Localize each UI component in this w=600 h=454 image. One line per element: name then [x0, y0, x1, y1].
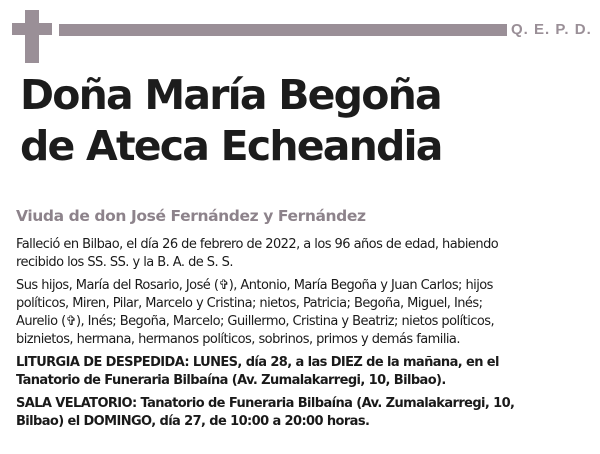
text-line: SALA VELATORIO: Tanatorio de Funeraria Bilbaína (Av. Zumalakarregi, 10,	[16, 396, 515, 411]
text-line: recibido los SS. SS. y la B. A. de S. S.	[16, 255, 233, 270]
text-line: Bilbao) el DOMINGO, día 27, de 10:00 a 20:00 horas.	[16, 414, 370, 429]
wake-room-info	[16, 395, 586, 431]
text-line: Falleció en Bilbao, el día 26 de febrero de 2022, a los 96 años de edad, habiendo	[16, 237, 499, 252]
header-divider-bar	[59, 24, 507, 36]
obituary-body	[16, 236, 586, 436]
deceased-name	[20, 70, 442, 172]
family-list	[16, 277, 586, 349]
cross-horizontal-bar	[12, 23, 52, 35]
text-line: LITURGIA DE DESPEDIDA: LUNES, día 28, a las DIEZ de la mañana, en el	[16, 355, 499, 370]
death-announcement	[16, 236, 586, 272]
deceased-name-line-1: Doña María Begoña	[20, 71, 441, 119]
funeral-liturgy-info	[16, 354, 586, 390]
text-line: políticos, Miren, Pilar, Marcelo y Cristina; nietos, Patricia; Begoña, Miguel, Inés;	[16, 296, 483, 311]
text-line: Sus hijos, María del Rosario, José (✞), Antonio, María Begoña y Juan Carlos; hijos	[16, 278, 493, 293]
cross-vertical-bar	[25, 10, 39, 63]
text-line: biznietos, hermana, hermanos políticos, sobrinos, primos y demás familia.	[16, 332, 460, 347]
text-line: Aurelio (✞), Inés; Begoña, Marcelo; Guillermo, Cristina y Beatriz; nietos políticos,	[16, 314, 495, 329]
text-line: Tanatorio de Funeraria Bilbaína (Av. Zumalakarregi, 10, Bilbao).	[16, 373, 446, 388]
deceased-name-line-2: de Ateca Echeandia	[20, 122, 442, 170]
qepd-label: Q. E. P. D.	[511, 21, 592, 38]
widow-subtitle: Viuda de don José Fernández y Fernández	[16, 207, 366, 225]
